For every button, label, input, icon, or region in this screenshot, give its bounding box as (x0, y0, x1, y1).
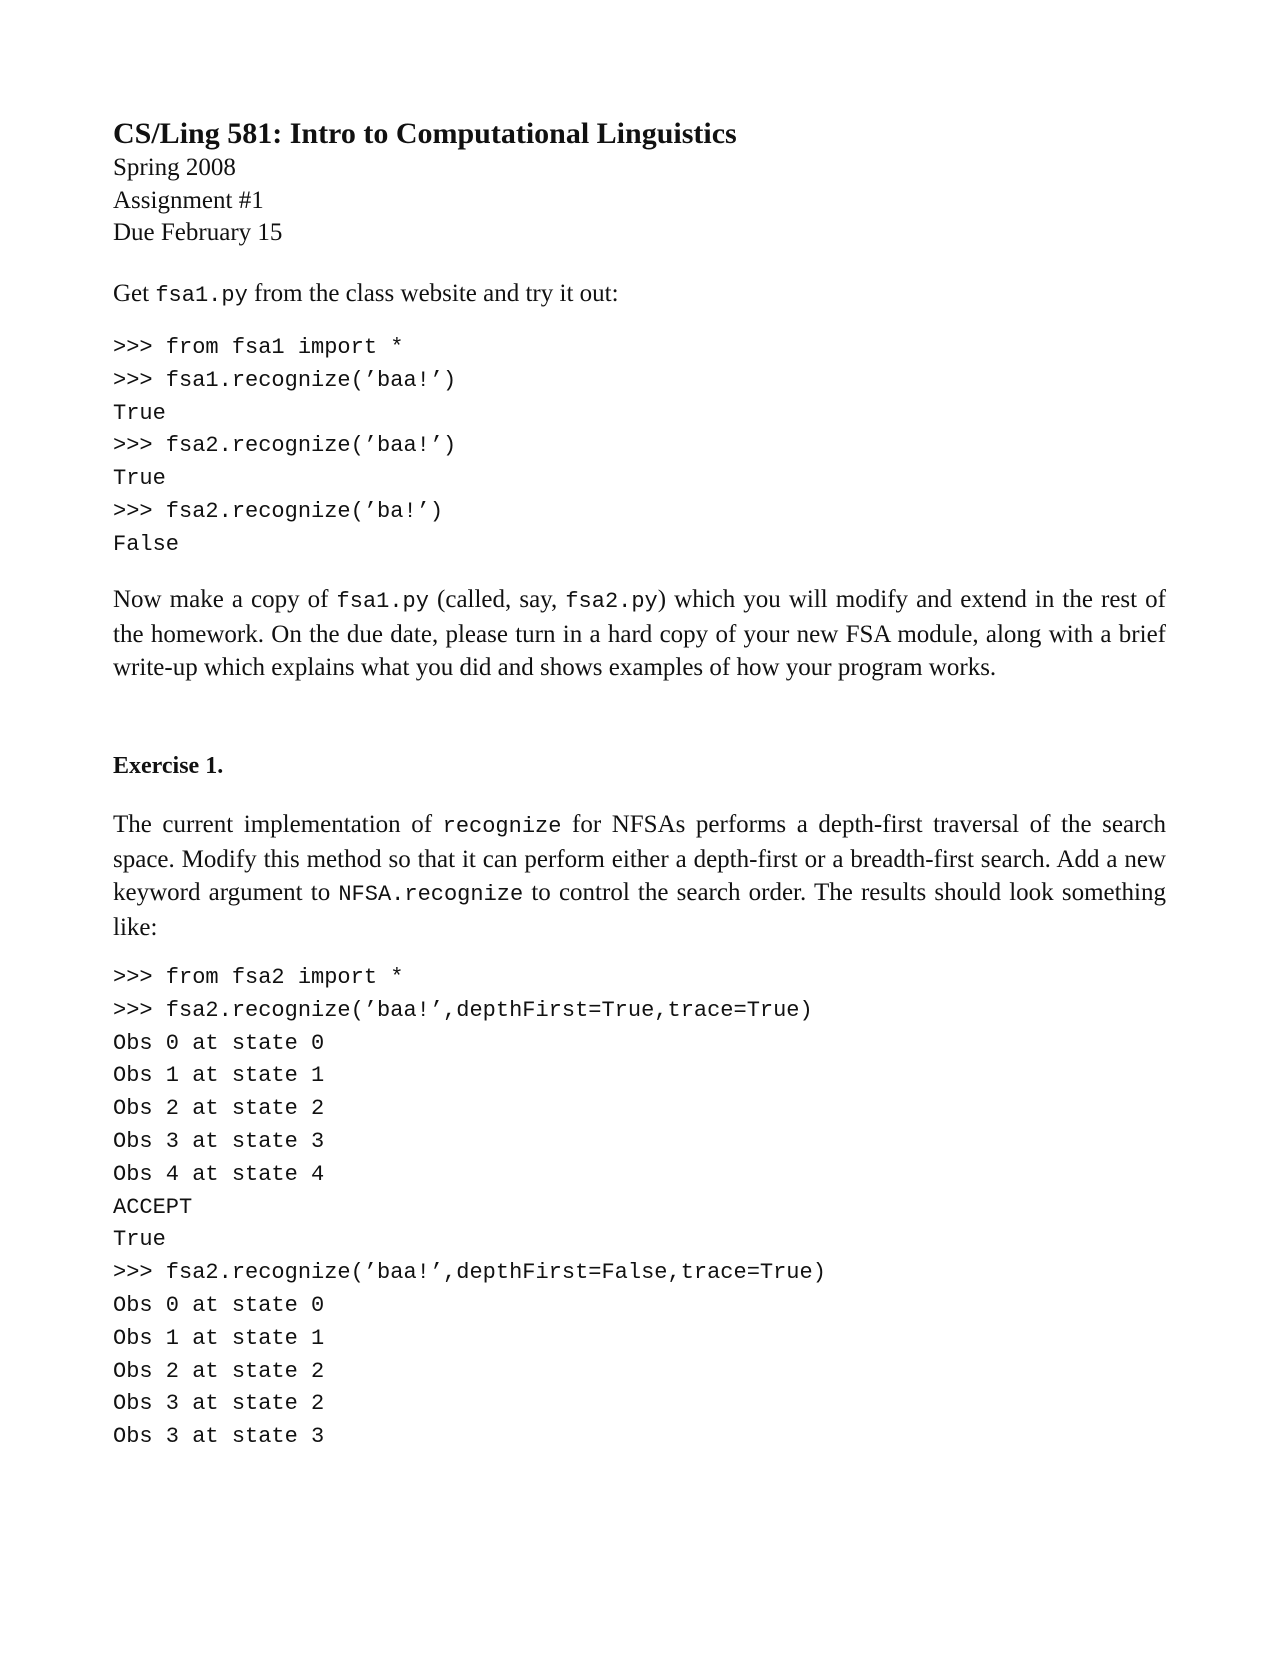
code-inline: NFSA.recognize (338, 882, 524, 907)
code-block-2 (113, 962, 1166, 1454)
code-line: Obs 2 at state 2 (113, 1358, 325, 1384)
document-title: CS/Ling 581: Intro to Computational Linguistics (113, 117, 737, 150)
filename: fsa1.py (155, 283, 248, 308)
text: Now make a copy of (113, 586, 337, 613)
code-line: True (113, 1227, 166, 1253)
document-meta (113, 151, 1166, 249)
code-line: >>> fsa1.recognize(’baa!’) (113, 367, 457, 393)
exercise-heading: Exercise 1. (113, 753, 224, 779)
code-block-1 (113, 332, 1166, 562)
intro-text: Get (113, 280, 156, 307)
code-line: Obs 1 at state 1 (113, 1325, 325, 1351)
code-line: ACCEPT (113, 1194, 193, 1220)
instructions-paragraph (113, 583, 1166, 684)
text: The current implementation of (113, 811, 443, 838)
filename: fsa2.py (565, 589, 658, 614)
code-inline: recognize (442, 814, 562, 839)
code-line: Obs 0 at state 0 (113, 1292, 325, 1318)
code-line: Obs 4 at state 4 (113, 1161, 325, 1187)
code-line: True (113, 466, 166, 492)
code-line: Obs 3 at state 2 (113, 1391, 325, 1417)
intro-text: from the class website and try it out: (247, 280, 619, 307)
due-date: Due February 15 (113, 219, 283, 246)
code-line: >>> from fsa1 import * (113, 335, 404, 360)
text: to control the search order. The results should look something like: (113, 879, 1166, 941)
assignment-number: Assignment #1 (113, 186, 264, 214)
text: for NFSAs performs a depth-first traversal of the search space. Modify this method so that it can perform either a depth-first or a breadth-first search. Add a new keyword argument to (113, 811, 1167, 906)
text: (called, say, (428, 586, 566, 613)
code-line: >>> fsa2.recognize(’ba!’) (113, 498, 444, 524)
code-line: Obs 3 at state 3 (113, 1128, 325, 1154)
text: ) which you will modify and extend in the rest of the homework. On the due date, please turn in a hard copy of your new FSA module, along with a brief write-up which explains what you did and shows examples of how your program works. (113, 586, 1166, 681)
code-line: >>> fsa2.recognize(’baa!’) (113, 433, 457, 459)
code-line: Obs 2 at state 2 (113, 1096, 325, 1122)
code-line: False (113, 531, 180, 557)
term: Spring 2008 (113, 154, 236, 181)
code-line: Obs 1 at state 1 (113, 1063, 325, 1089)
code-line: >>> fsa2.recognize(’baa!’,depthFirst=True,trace=True) (113, 997, 813, 1023)
code-line: Obs 0 at state 0 (113, 1030, 325, 1056)
code-line: >>> from fsa2 import * (113, 965, 404, 990)
code-line: >>> fsa2.recognize(’baa!’,depthFirst=False,trace=True) (113, 1260, 826, 1286)
intro-paragraph (113, 277, 1166, 312)
filename: fsa1.py (336, 589, 429, 614)
code-line: Obs 3 at state 3 (113, 1424, 325, 1450)
exercise-paragraph (113, 808, 1166, 944)
code-line: True (113, 400, 166, 426)
